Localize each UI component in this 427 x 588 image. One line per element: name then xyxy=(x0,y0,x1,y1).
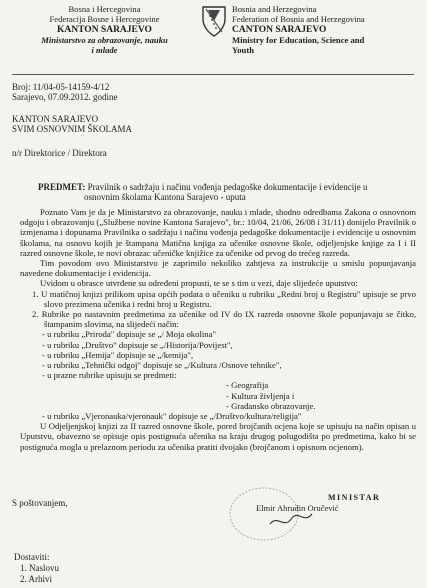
list-item: 2. Arhivi xyxy=(20,573,53,584)
signature-name: Elmir Ahrudin Oručević xyxy=(256,503,339,513)
coat-of-arms-icon xyxy=(201,5,227,37)
reference-date: Sarajevo, 07.09.2012. godine xyxy=(12,92,118,103)
subject-name: - Građansko obrazovanje. xyxy=(226,400,316,411)
header-divider xyxy=(12,74,414,75)
header-left-country: Bosna i Hercegovina xyxy=(68,4,141,14)
subject-line-1: Pravilnik o sadržaju i načinu vođenja pedagoške dokumentacije i evidencije u xyxy=(87,182,368,192)
header-right-federation: Federation of Bosnia and Herzegovina xyxy=(232,14,365,25)
subject-label: PREDMET: xyxy=(38,182,86,192)
header-right-country: Bosnia and Herzegovina xyxy=(232,4,317,14)
list-subitem: - u rubriku „Hemija" dopisuje se „/kemija", xyxy=(42,349,194,360)
header-left-canton: KANTON SARAJEVO xyxy=(57,24,152,35)
reference-number: Broj: 11/04-05-14159-4/12 xyxy=(12,82,110,92)
list-subitem: - u prazne rubrike upisuju se predmeti: xyxy=(42,370,177,381)
header-right-ministry: Ministry for Education, Science and xyxy=(232,34,365,45)
header-right-ministry-2: Youth xyxy=(232,45,254,56)
subject-block xyxy=(38,182,368,203)
list-subitem: - u rubriku „Vjeronauka/vjeronauk" dopisuje se „/Društvo/kultura/religija" xyxy=(42,411,302,422)
paragraph-3: Uvidom u obrasce utvrđene su određeni propusti, te se s tim u vezi, daje slijedeće uputstvo: xyxy=(40,278,358,289)
list-item: 1. Naslovu xyxy=(20,563,59,573)
header-left xyxy=(12,4,197,55)
recipient-line-2: SVIM OSNOVNIM ŠKOLAMA xyxy=(12,124,133,135)
list-item: 2. Rubrike po nastavnim predmetima za učenike od IV do IX razreda osnovne škole popunjavaju se čitko, štampanim slovima, na slijedeći način: xyxy=(32,309,416,330)
instruction-list xyxy=(32,289,416,422)
list-subitem: - u rubriku „Tehnički odgoj" dopisuje se „/Kultura /Osnove tehnike", xyxy=(42,360,282,371)
header-left-ministry: Ministarstvo za obrazovanje, nauku xyxy=(41,34,168,45)
minister-label: MINISTAR xyxy=(328,493,381,502)
subject-line-2: osnovnim školama Kantona Sarajevo - uputa xyxy=(84,192,246,203)
signature-block xyxy=(256,493,381,513)
distribution-list xyxy=(20,563,59,584)
subject-name: - Geografija xyxy=(226,380,269,391)
reference-block xyxy=(12,82,117,103)
recipient-attention: n/r Direktorice / Direktora xyxy=(12,148,107,158)
recipient-line-1: KANTON SARAJEVO xyxy=(12,114,99,124)
list-subitem: - u rubriku „Priroda" dopisuje se „/ Moja okolina" xyxy=(42,329,217,340)
list-item: 1. U matičnoj knjizi prilikom upisa općih podata o učeniku u rubriku „Redni broj u Registru" upisuje se prvo slovo prezimena učenika i redni broj u Registru. xyxy=(32,288,416,309)
header-right xyxy=(232,4,422,55)
letter-body xyxy=(20,207,416,452)
official-stamp-icon xyxy=(226,484,316,544)
salutation: S poštovanjem, xyxy=(12,498,68,508)
header-left-federation: Federacija Bosne i Hercegovine xyxy=(49,14,160,25)
subject-name: - Kultura življenja i xyxy=(226,390,295,401)
header-left-ministry-2: i mlade xyxy=(91,45,118,56)
recipient-block xyxy=(12,114,132,135)
paragraph-2: Tim povodom ovo Ministarstvo je zaprimilo nekoliko zahtjeva za instrukcije u smislu popunjavanja navedene dokumentacije i evidencija. xyxy=(20,258,416,279)
header-right-canton: CANTON SARAJEVO xyxy=(232,24,327,35)
paragraph-4: U Odjeljenjskoj knjizi za II razred osnovne škole, pored brojčanih ocjena koje se upisuju na način opisan u Uputstvu, obavezno se opisuje opis postignuća učenika na kraju drugog polugodišta po predmetima, kako bi se postignuća mogla u prelaznom periodu za učenika pratiti dvojako (brojčanom i opisnom ocjenom). xyxy=(20,421,416,452)
distribution-label: Dostaviti: xyxy=(14,552,50,562)
paragraph-1: Poznato Vam je da je Ministarstvo za obrazovanje, nauku i mlade, shodno odredbama Zakona o osnovnom odgoju i obrazovanju („Službene novine Kantona Sarajevo", br.: 10/04, 21/06, 26/08 i 31/11) donijelo Pravilnik o izmjenama i dopunama Pravilnika o sadržaju i načinu vođenja pedagoške dokumentacije i evidencije u osnovnim školama, na osnovu kojih je štampana Matična knjiga za učenike osnovne škole, odjeljenjske knjige za I i II razred osnovne škole, te novi obrazac učeničke knjižice za učenike od prvog do trećeg razreda. xyxy=(20,207,416,258)
list-subitem: - u rubriku „Društvo" dopisuje se „/Historija/Povijest", xyxy=(42,339,233,350)
